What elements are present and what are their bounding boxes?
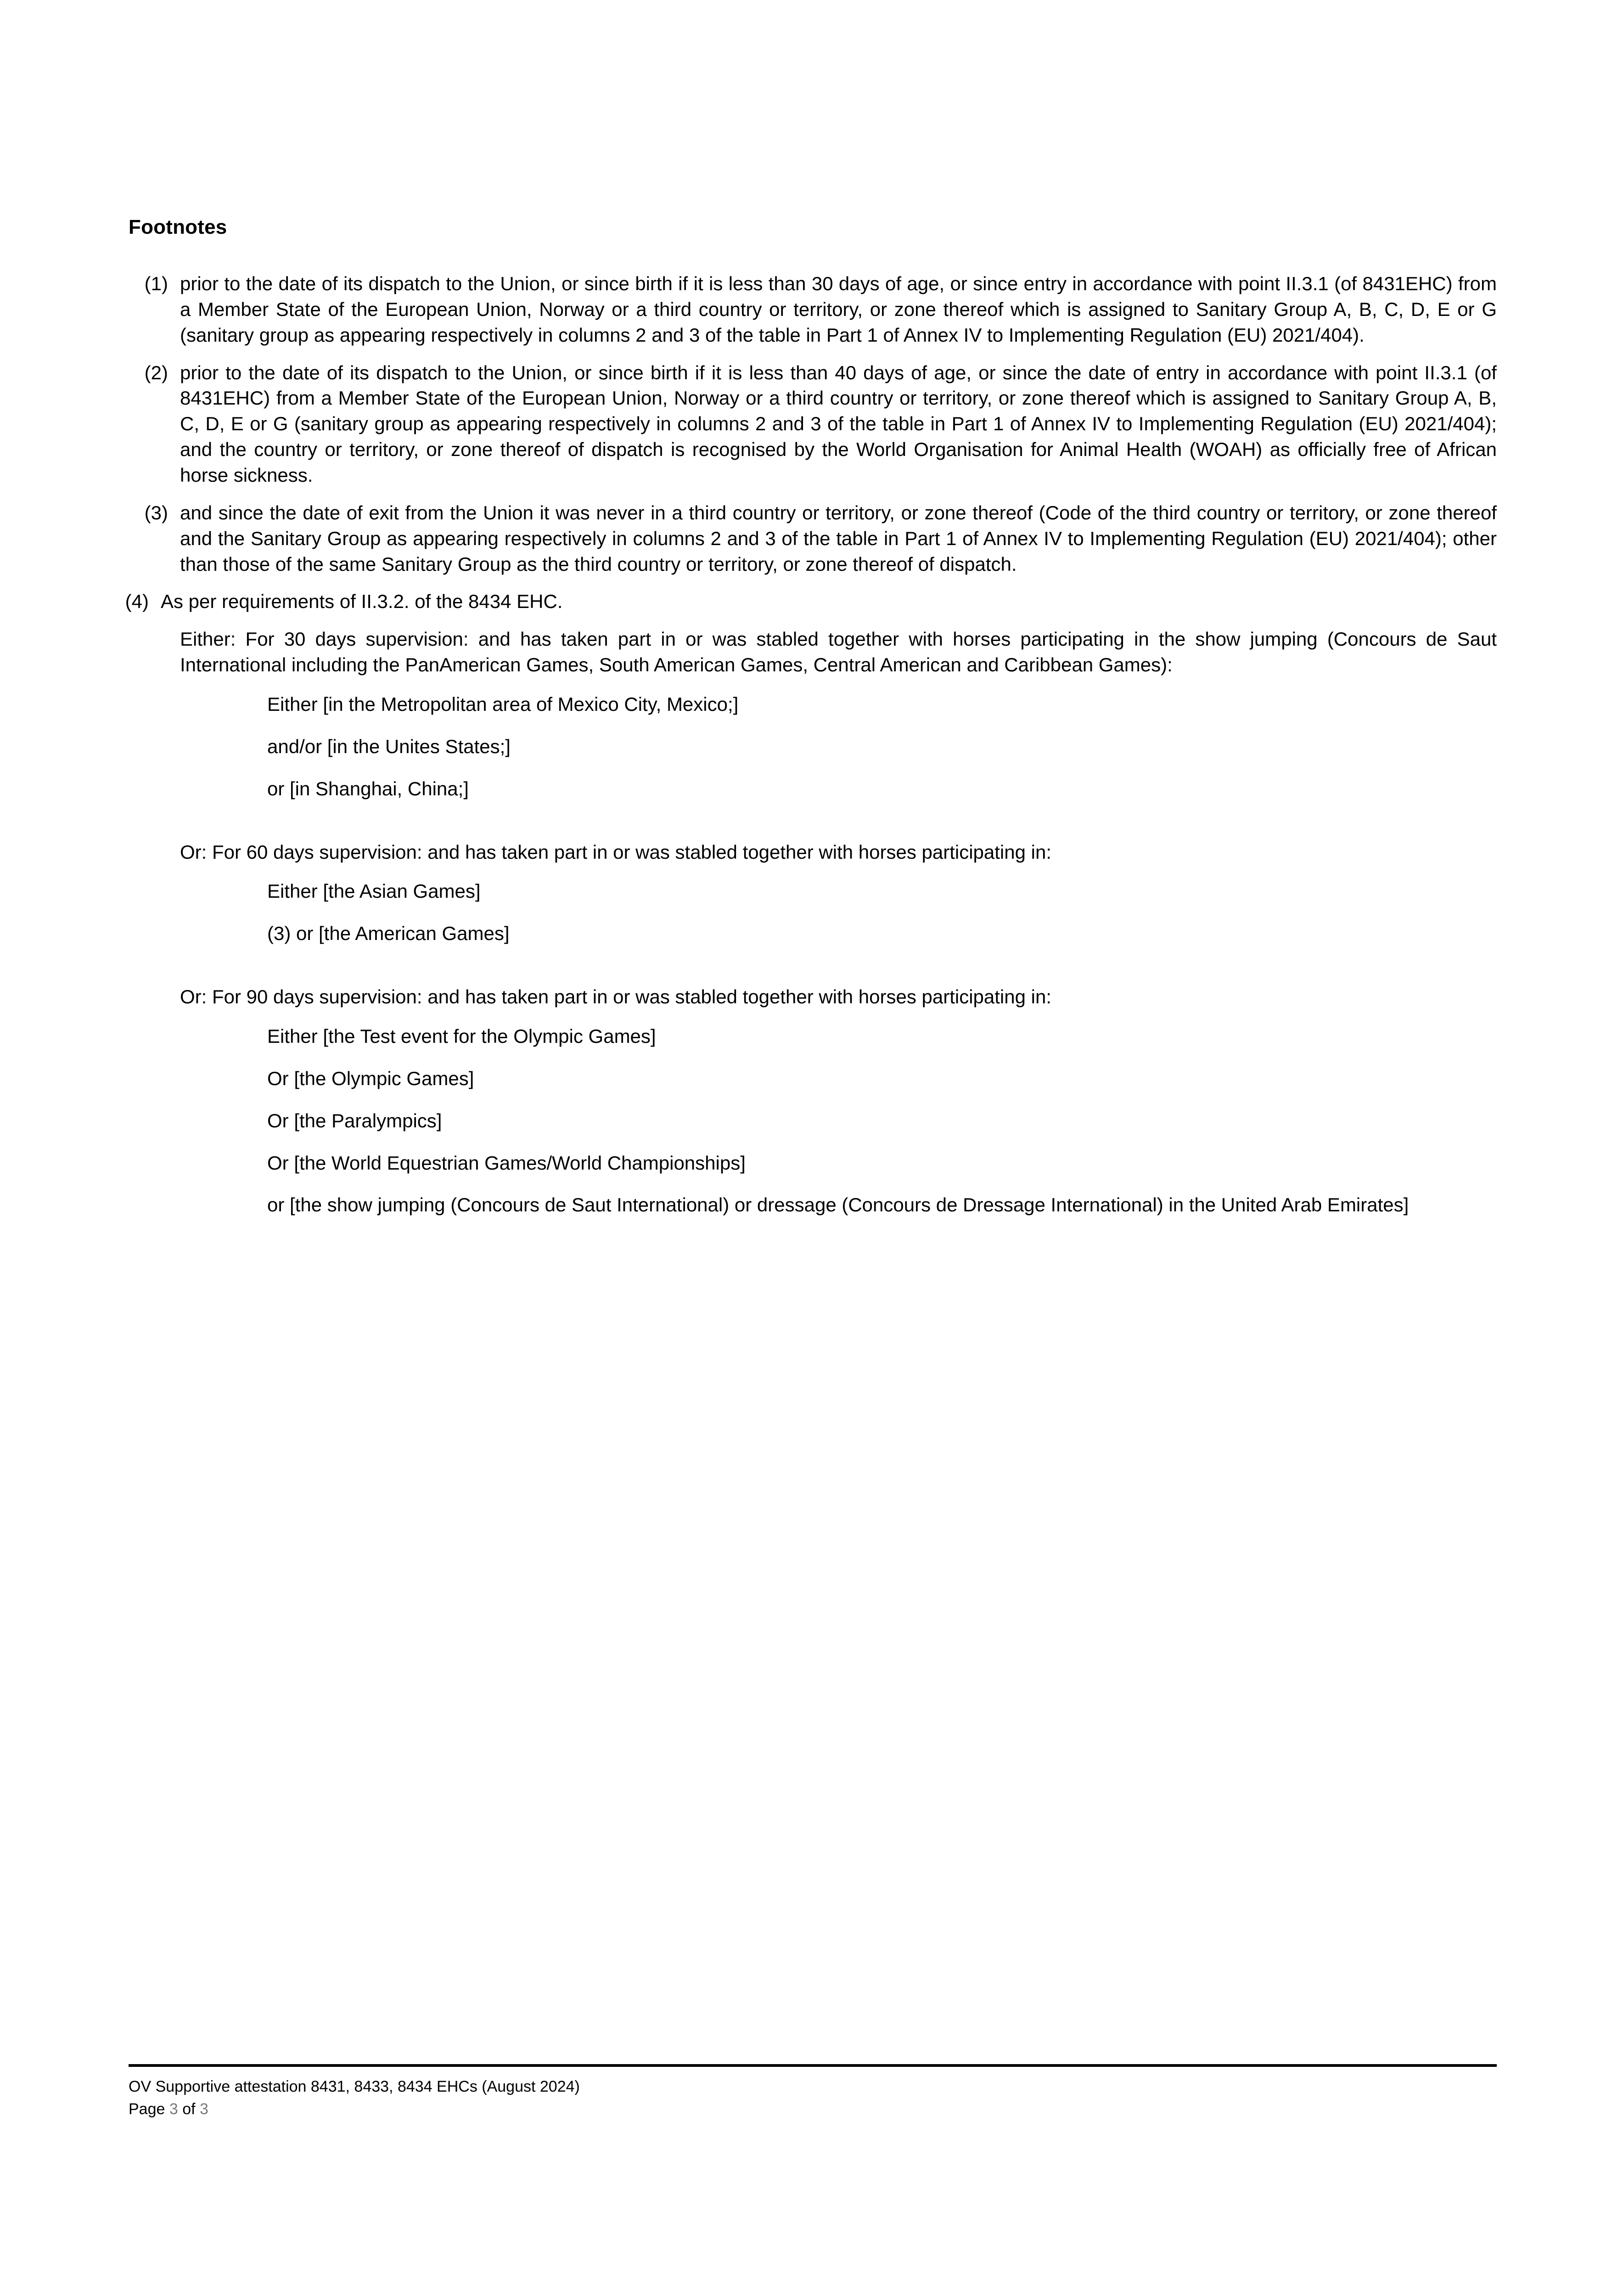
supervision-option: Or [the Olympic Games] (267, 1067, 474, 1089)
footnote-text: prior to the date of its dispatch to the Union, or since birth if it is less than 30 days of age, or since entry in accordance with point II.3.1 (of 8431EHC) from a Member State of the European Union, Norway or a third country or territory, or zone thereof which is assigned to Sanitary Group A, B, C, D, E or G (sanitary group as appearing respectively in columns 2 and 3 of the table in Part 1 of Annex IV to Implementing Regulation (EU) 2021/404). (180, 273, 1497, 346)
supervision-option: Either [the Asian Games] (267, 880, 481, 902)
supervision-option: Either [the Test event for the Olympic Games] (267, 1025, 656, 1047)
supervision-options (267, 1024, 1497, 1218)
supervision-options (267, 878, 1497, 946)
supervision-intro: Or: For 90 days supervision: and has taken part in or was stabled together with horses participating in: (180, 986, 1051, 1008)
footnotes-list (125, 271, 1497, 614)
footer-page-total: 3 (200, 2100, 208, 2118)
supervision-block-60 (180, 839, 1497, 947)
supervision-intro: Or: For 60 days supervision: and has taken part in or was stabled together with horses participating in: (180, 841, 1051, 863)
supervision-option: or [in Shanghai, China;] (267, 777, 469, 799)
supervision-block-90 (180, 984, 1497, 1218)
footnote-item (109, 589, 1497, 614)
supervision-option: (3) or [the American Games] (267, 923, 510, 945)
footer-page-number (129, 2098, 1497, 2121)
footnote-item (129, 271, 1497, 348)
supervision-option: Or [the World Equestrian Games/World Championships] (267, 1152, 746, 1174)
footnote-marker: (1) (144, 273, 168, 294)
footer-divider (129, 2064, 1497, 2067)
footer-page-current: 3 (169, 2100, 178, 2118)
supervision-option: Or [the Paralympics] (267, 1109, 442, 1131)
footer-document-title: OV Supportive attestation 8431, 8433, 8434 EHCs (August 2024) (129, 2078, 580, 2095)
supervision-intro: Either: For 30 days supervision: and has taken part in or was stabled together with horses participating in the show jumping (Concours de Saut International including the PanAmerican Games, South American Games, Central American and Caribbean Games): (180, 628, 1497, 676)
footer-page-label: Page (129, 2100, 165, 2118)
footnote-marker: (4) (125, 591, 149, 613)
supervision-block-30 (180, 626, 1497, 801)
document-content (125, 216, 1497, 1218)
supervision-option: Either [in the Metropolitan area of Mexico City, Mexico;] (267, 693, 739, 715)
footnote-text: prior to the date of its dispatch to the Union, or since birth if it is less than 40 days of age, or since the date of entry in accordance with point II.3.1 (of 8431EHC) from a Member State of the European Union, Norway or a third country or territory, or zone thereof which is assigned to Sanitary Group A, B, C, D, E or G (sanitary group as appearing respectively in columns 2 and 3 of the table in Part 1 of Annex IV to Implementing Regulation (EU) 2021/404); and the country or territory, or zone thereof of dispatch is recognised by the World Organisation for Animal Health (WOAH) as officially free of African horse sickness. (180, 361, 1497, 486)
footnote-text: As per requirements of II.3.2. of the 8434 EHC. (161, 591, 563, 613)
footnote-marker: (2) (144, 361, 168, 383)
footer-page-of: of (182, 2100, 196, 2118)
spacer (129, 946, 1497, 973)
page-footer (129, 2076, 1497, 2121)
footnote-marker: (3) (144, 501, 168, 523)
spacer (129, 802, 1497, 828)
page-title: Footnotes (129, 216, 227, 238)
footnote-item (129, 360, 1497, 488)
supervision-option: or [the show jumping (Concours de Saut International) or dressage (Concours de Dressage International) in the United Arab Emirates] (267, 1194, 1409, 1216)
supervision-options (267, 692, 1497, 802)
footnote-text: and since the date of exit from the Union it was never in a third country or territory, or zone thereof (Code of the third country or territory, or zone thereof and the Sanitary Group as appearing respectively in columns 2 and 3 of the table in Part 1 of Annex IV to Implementing Regulation (EU) 2021/404); other than those of the same Sanitary Group as the third country or territory, or zone thereof of dispatch. (180, 501, 1497, 575)
footnote-item (129, 500, 1497, 577)
supervision-option: and/or [in the Unites States;] (267, 735, 511, 757)
